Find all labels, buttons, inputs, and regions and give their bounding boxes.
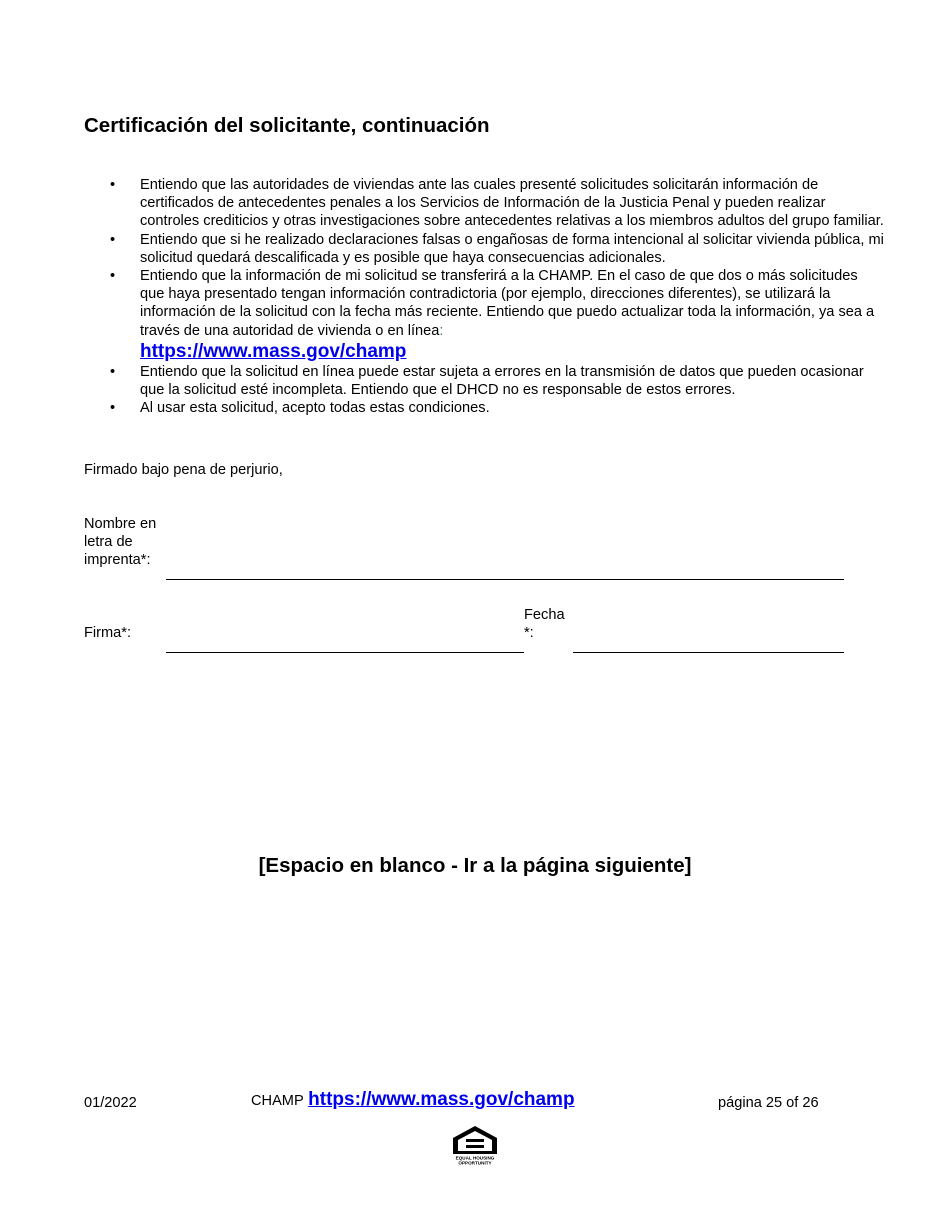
bullet-text: Entiendo que las autoridades de viviendas ante las cuales presenté solicitudes solicitarán información de certificados de antecedentes penales a los Servicios de Información de la Justicia Penal y pueden realizar controles crediticios y otras investigaciones sobre antecedentes relativas a los miembros adultos del grupo familiar. [140, 177, 884, 230]
footer-date: 01/2022 [84, 1095, 137, 1111]
list-item [84, 363, 884, 399]
logo-text-line2: OPPORTUNITY [458, 1160, 492, 1166]
date-label-line2: *: [524, 625, 534, 641]
bullet-text: Al usar esta solicitud, acepto todas estas condiciones. [140, 400, 490, 417]
bullet-text: Entiendo que la información de mi solicitud se transferirá a la CHAMP. En el caso de que dos o más solicitudes que haya presentado tengan información contradictoria (por ejemplo, direcciones diferentes), se utilizará la información de la solicitud con la fecha más reciente. Entiendo que puedo actualizar toda la información, ya sea a través de una autoridad de vivienda o en línea [140, 268, 875, 339]
colon: : [439, 322, 444, 339]
bullet-text: Entiendo que si he realizado declaraciones falsas o engañosas de forma intencional al solicitar vivienda pública, mi solicitud quedará descalificada y es posible que haya consecuencias adicionales. [140, 231, 884, 266]
signed-statement: Firmado bajo pena de perjurio, [84, 462, 283, 478]
footer-page-number: página 25 of 26 [718, 1095, 819, 1111]
equal-housing-icon [450, 1124, 500, 1166]
bullet-marker: • [110, 400, 116, 417]
footer-center [251, 1089, 575, 1111]
bullet-list [84, 176, 884, 417]
list-item [84, 176, 884, 231]
footer-champ-label: CHAMP [251, 1093, 304, 1109]
signature-field-line[interactable] [166, 652, 524, 653]
name-label-line1: Nombre en [84, 516, 157, 532]
footer-champ-link[interactable]: https://www.mass.gov/champ [308, 1089, 575, 1110]
bullet-marker: • [110, 363, 116, 380]
bullet-text: Entiendo que la solicitud en línea puede estar sujeta a errores en la transmisión de datos que pueden ocasionar que la solicitud esté incompleta. Entiendo que el DHCD no es responsable de estos errores. [140, 363, 864, 399]
signature-label: Firma*: [84, 625, 132, 641]
name-field-line[interactable] [166, 579, 844, 580]
champ-link[interactable]: https://www.mass.gov/champ [140, 340, 407, 362]
name-label-line3: imprenta*: [84, 552, 151, 568]
blank-space-notice: [Espacio en blanco - Ir a la página siguiente] [258, 854, 692, 877]
name-label-line2: letra de [84, 534, 133, 550]
list-item [84, 399, 884, 417]
list-item [84, 267, 884, 363]
page-title: Certificación del solicitante, continuación [84, 114, 490, 137]
date-label-line1: Fecha [524, 607, 565, 623]
logo-text-line1: EQUAL HOUSING [455, 1155, 495, 1161]
date-field-line[interactable] [573, 652, 844, 653]
list-item [84, 231, 884, 267]
bullet-marker: • [110, 177, 116, 193]
bullet-marker: • [110, 231, 116, 248]
bullet-marker: • [110, 268, 116, 285]
